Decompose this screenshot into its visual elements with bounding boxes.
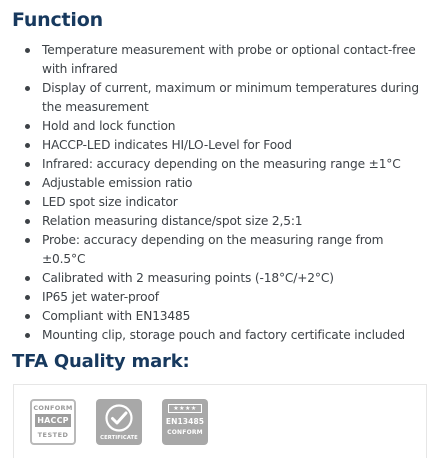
- haccp-badge-top-text: CONFORM: [33, 404, 73, 412]
- en13485-stars-icon: ★★★★: [168, 404, 202, 413]
- certificate-checkmark-icon: [96, 399, 142, 445]
- list-item: Compliant with EN13485: [0, 307, 433, 326]
- quality-mark-heading: TFA Quality mark:: [12, 351, 190, 372]
- en13485-badge-title: EN13485: [165, 417, 205, 426]
- list-item: IP65 jet water-proof: [0, 288, 433, 307]
- haccp-badge-bottom-text: TESTED: [37, 431, 69, 439]
- list-item: Mounting clip, storage pouch and factory certificate included: [0, 326, 433, 345]
- list-item: HACCP-LED indicates HI/LO-Level for Food: [0, 136, 433, 155]
- list-item: Calibrated with 2 measuring points (-18°C/+2°C): [0, 269, 433, 288]
- list-item: Infrared: accuracy depending on the measuring range ±1°C: [0, 155, 433, 174]
- list-item: LED spot size indicator: [0, 193, 433, 212]
- list-item: Temperature measurement with probe or optional contact-free with infrared: [0, 41, 433, 79]
- list-item: Relation measuring distance/spot size 2,5:1: [0, 212, 433, 231]
- function-heading: Function: [12, 9, 103, 31]
- haccp-conform-tested-icon: [30, 399, 76, 445]
- list-item: Hold and lock function: [0, 117, 433, 136]
- list-item: Adjustable emission ratio: [0, 174, 433, 193]
- list-item: Display of current, maximum or minimum temperatures during the measurement: [0, 79, 433, 117]
- haccp-badge-middle-text: HACCP: [35, 414, 71, 427]
- list-item: Probe: accuracy depending on the measuring range from ±0.5°C: [0, 231, 433, 269]
- feature-list: [0, 41, 433, 345]
- en13485-conform-icon: [162, 399, 208, 445]
- certificate-seal-icon: [104, 403, 134, 433]
- en13485-badge-subtitle: CONFORM: [167, 429, 203, 436]
- quality-marks-panel: [13, 384, 427, 458]
- certificate-badge-label: CERTIFICATE: [100, 435, 138, 441]
